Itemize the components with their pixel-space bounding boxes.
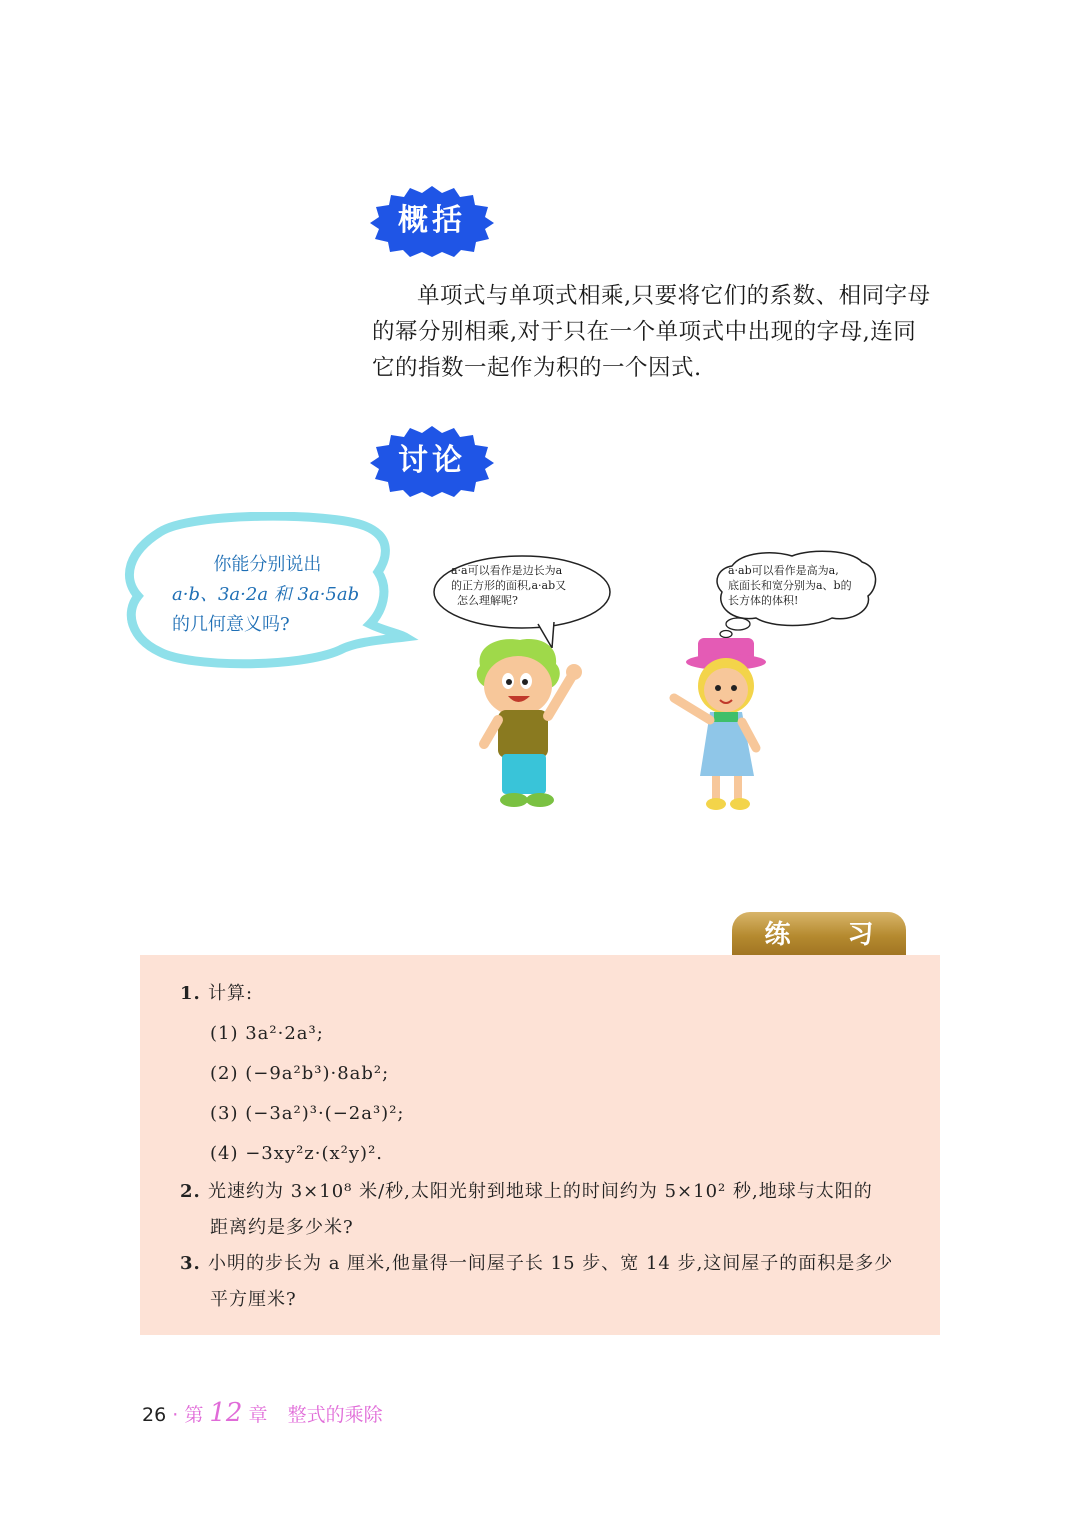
exercise-1-text: 计算: xyxy=(208,983,254,1004)
girl-line-2: 底面长和宽分别为a、b的 xyxy=(728,579,852,592)
exercise-2-number: 2. xyxy=(180,1181,201,1202)
boy-line-2: 的正方形的面积,a·ab又 xyxy=(451,579,567,592)
chapter-suffix: 章 xyxy=(248,1404,268,1426)
exercise-2-line-2: 距离约是多少米? xyxy=(210,1217,354,1238)
summary-paragraph xyxy=(372,278,942,386)
summary-line-1: 单项式与单项式相乘,只要将它们的系数、相同字母 xyxy=(417,283,931,309)
exercise-3-number: 3. xyxy=(180,1253,201,1274)
summary-line-3: 它的指数一起作为积的一个因式. xyxy=(372,355,702,381)
question-line-1: 你能分别说出 xyxy=(213,554,322,575)
girl-speech-text xyxy=(728,563,868,608)
chapter-title: 整式的乘除 xyxy=(287,1404,383,1426)
practice-title: 练 习 xyxy=(764,920,898,950)
question-line-3: 的几何意义吗? xyxy=(172,614,290,635)
exercise-1-part-1: (1) 3a²·2a³; xyxy=(210,1023,324,1044)
exercise-2-line-1: 光速约为 3×10⁸ 米/秒,太阳光射到地球上的时间约为 5×10² 秒,地球与太阳的 xyxy=(208,1181,873,1202)
page-footer xyxy=(142,1398,383,1428)
boy-speech-text xyxy=(451,563,591,608)
practice-tab xyxy=(732,912,906,956)
question-line-2: a·b、3a·2a 和 3a·5ab xyxy=(172,584,360,605)
cartoon-girl-icon xyxy=(660,636,775,818)
exercise-1-part-4: (4) −3xy²z·(x²y)². xyxy=(210,1143,384,1164)
exercise-panel xyxy=(140,955,940,1335)
exercise-1-part-3: (3) (−3a²)³·(−2a³)²; xyxy=(210,1103,405,1124)
chapter-prefix: 第 xyxy=(184,1404,204,1426)
girl-line-1: a·ab可以看作是高为a, xyxy=(728,564,839,577)
exercise-3-line-1: 小明的步长为 a 厘米,他量得一间屋子长 15 步、宽 14 步,这间屋子的面积是多少 xyxy=(208,1253,894,1274)
page-number: 26 xyxy=(142,1404,167,1426)
exercise-1-header xyxy=(180,983,253,1005)
summary-title: 概括 xyxy=(398,203,466,238)
exercise-2 xyxy=(180,1181,873,1203)
exercise-3-line-2: 平方厘米? xyxy=(210,1289,297,1310)
summary-badge xyxy=(368,184,496,258)
discussion-badge xyxy=(368,424,496,498)
discussion-title: 讨论 xyxy=(398,443,466,478)
girl-line-3: 长方体的体积! xyxy=(728,594,799,607)
exercise-3 xyxy=(180,1253,893,1275)
discussion-question xyxy=(172,550,372,640)
exercise-1-number: 1. xyxy=(180,983,201,1004)
exercise-1-part-2: (2) (−9a²b³)·8ab²; xyxy=(210,1063,390,1084)
summary-line-2: 的幂分别相乘,对于只在一个单项式中出现的字母,连同 xyxy=(372,319,917,345)
chapter-number: 12 xyxy=(209,1398,243,1428)
cartoon-boy-icon xyxy=(468,636,593,814)
footer-separator: · xyxy=(172,1404,179,1426)
boy-line-3: 怎么理解呢? xyxy=(457,594,518,607)
boy-line-1: a·a可以看作是边长为a xyxy=(451,564,563,577)
